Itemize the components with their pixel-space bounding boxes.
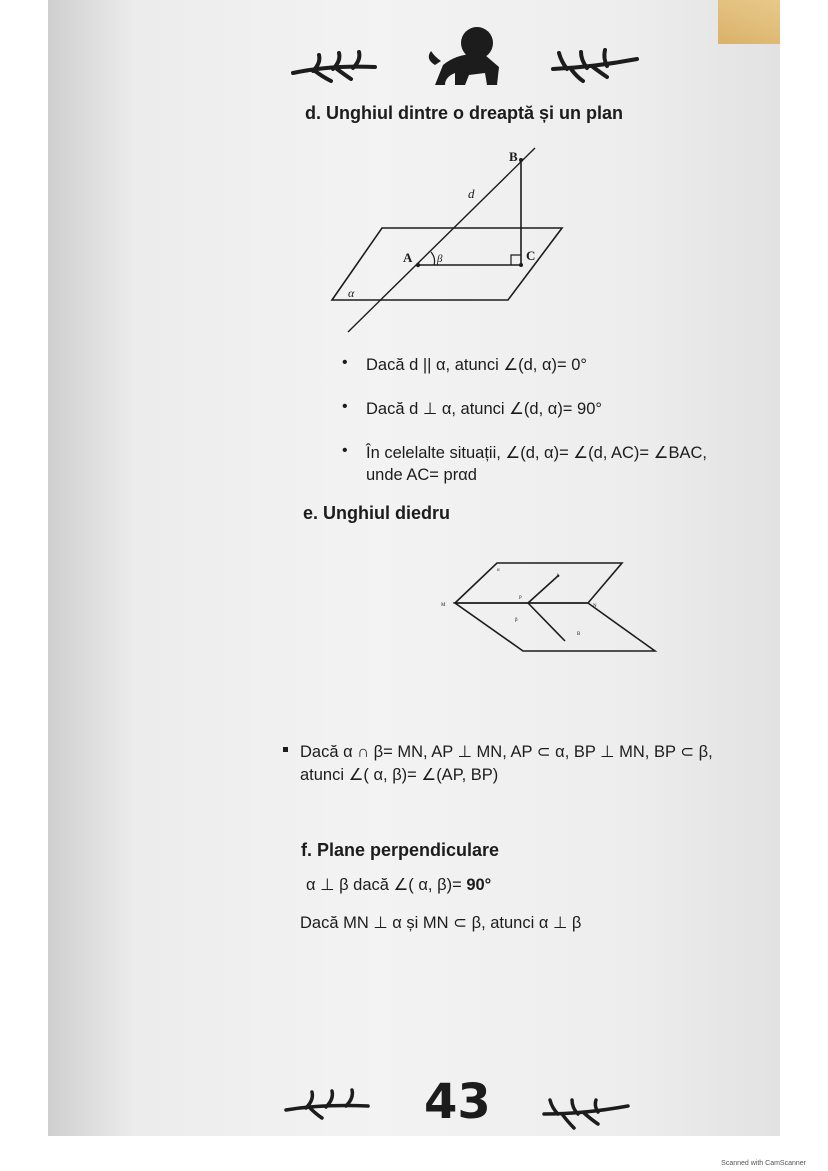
bottom-right-laurel-icon <box>540 1098 632 1132</box>
dihedral-statement-line1: Dacă α ∩ β= MN, AP ⊥ MN, AP ⊂ α, BP ⊥ MN, BP ⊂ β, <box>300 743 713 761</box>
dihedral-label-b: B <box>577 632 581 637</box>
dihedral-statement-line2: atunci ∠( α, β)= ∠(AP, BP) <box>300 766 499 784</box>
angle-arc <box>431 252 435 265</box>
label-a: A <box>403 250 413 265</box>
scanner-watermark: Scanned with CamScanner <box>721 1160 806 1167</box>
lion-logo-icon <box>429 27 499 85</box>
label-b: B <box>509 149 518 164</box>
top-ornament <box>285 25 655 95</box>
segment-ap <box>528 575 559 603</box>
section-d-heading: d. Unghiul dintre o dreaptă și un plan <box>305 103 624 123</box>
section-e-heading: e. Unghiul diedru <box>303 503 450 523</box>
page-number: 43 <box>424 1074 491 1130</box>
square-bullet <box>283 747 288 752</box>
line-plane-angle-diagram <box>320 140 580 340</box>
left-laurel-icon <box>293 52 375 81</box>
dihedral-label-m: M <box>441 603 446 608</box>
perpendicular-criterion: Dacă MN ⊥ α și MN ⊂ β, atunci α ⊥ β <box>300 914 582 932</box>
segment-bp <box>528 603 565 641</box>
label-c: C <box>526 248 536 263</box>
plane-upper <box>455 563 622 603</box>
dihedral-label-alpha: α <box>497 568 500 573</box>
label-beta: β <box>437 253 443 265</box>
dihedral-angle-diagram <box>435 555 665 660</box>
bullet-other-cases: În celelalte situații, ∠(d, α)= ∠(d, AC)= ∠BAC, <box>366 444 707 462</box>
perpendicular-definition: α ⊥ β dacă ∠( α, β)= 90° <box>306 876 492 894</box>
bullet-other-cases-line2: unde AC= prαd <box>366 466 477 484</box>
bottom-left-laurel-icon <box>282 1088 372 1122</box>
right-laurel-icon <box>553 50 637 81</box>
dihedral-label-a: A <box>556 574 560 579</box>
plane-lower <box>455 603 655 651</box>
bullet-parallel: Dacă d || α, atunci ∠(d, α)= 0° <box>366 356 588 374</box>
label-alpha: α <box>348 286 355 300</box>
bullet-perpendicular: Dacă d ⊥ α, atunci ∠(d, α)= 90° <box>366 400 602 418</box>
dihedral-label-p: P <box>519 596 522 601</box>
line-d <box>348 148 535 332</box>
section-f-heading: f. Plane perpendiculare <box>301 840 500 860</box>
plane-alpha <box>332 228 562 300</box>
dihedral-label-n: N <box>593 604 597 609</box>
dihedral-label-beta: β <box>515 618 518 623</box>
right-angle-mark <box>511 255 521 265</box>
label-d: d <box>468 186 475 201</box>
page-corner <box>718 0 780 44</box>
